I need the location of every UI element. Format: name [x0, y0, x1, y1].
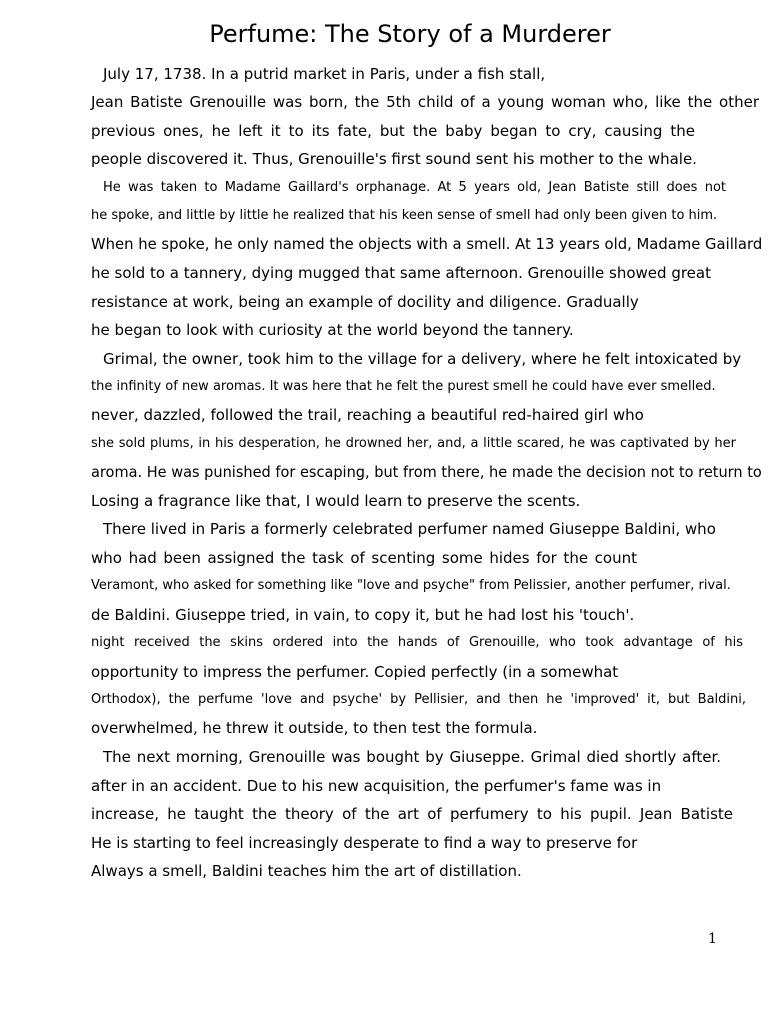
text-line: the infinity of new aromas. It was here that he felt the purest smell he could have ever smelled. [91, 379, 716, 394]
text-line: July 17, 1738. In a putrid market in Paris, under a fish stall, [103, 65, 546, 83]
text-line: after in an accident. Due to his new acquisition, the perfumer's fame was in [91, 777, 662, 795]
text-line: increase, he taught the theory of the art of perfumery to his pupil. Jean Batiste [91, 805, 733, 823]
text-line: Always a smell, Baldini teaches him the art of distillation. [91, 862, 522, 880]
text-line: He was taken to Madame Gaillard's orphanage. At 5 years old, Jean Batiste still does not [103, 180, 726, 195]
text-line: he began to look with curiosity at the world beyond the tannery. [91, 321, 574, 339]
text-line: night received the skins ordered into the hands of Grenouille, who took advantage of his [91, 635, 743, 650]
text-line: Veramont, who asked for something like "love and psyche" from Pelissier, another perfumer, rival. [91, 578, 731, 593]
text-line: aroma. He was punished for escaping, but from there, he made the decision not to return to [91, 463, 762, 481]
page-number: 1 [708, 931, 717, 947]
text-line: There lived in Paris a formerly celebrated perfumer named Giuseppe Baldini, who [103, 520, 716, 538]
text-line: Jean Batiste Grenouille was born, the 5th child of a young woman who, like the other [91, 93, 759, 111]
text-line: Losing a fragrance like that, I would learn to preserve the scents. [91, 492, 581, 510]
text-line: who had been assigned the task of scenting some hides for the count [91, 549, 637, 567]
text-line: overwhelmed, he threw it outside, to then test the formula. [91, 719, 538, 737]
text-line: resistance at work, being an example of docility and diligence. Gradually [91, 293, 639, 311]
document-title: Perfume: The Story of a Murderer [209, 20, 611, 48]
text-line: When he spoke, he only named the objects with a smell. At 13 years old, Madame Gaillard [91, 235, 763, 253]
text-line: he sold to a tannery, dying mugged that same afternoon. Grenouille showed great [91, 264, 711, 282]
text-line: she sold plums, in his desperation, he drowned her, and, a little scared, he was captivated by her [91, 436, 736, 451]
text-line: Grimal, the owner, took him to the village for a delivery, where he felt intoxicated by [103, 350, 742, 368]
text-line: people discovered it. Thus, Grenouille's first sound sent his mother to the whale. [91, 150, 697, 168]
text-line: previous ones, he left it to its fate, but the baby began to cry, causing the [91, 122, 695, 140]
text-line: Orthodox), the perfume 'love and psyche' by Pellisier, and then he 'improved' it, but Baldini, [91, 692, 746, 707]
text-line: The next morning, Grenouille was bought by Giuseppe. Grimal died shortly after. [103, 748, 721, 766]
text-line: he spoke, and little by little he realized that his keen sense of smell had only been given to him. [91, 208, 718, 223]
text-line: He is starting to feel increasingly desperate to find a way to preserve for [91, 834, 638, 852]
text-line: never, dazzled, followed the trail, reaching a beautiful red-haired girl who [91, 406, 644, 424]
text-line: opportunity to impress the perfumer. Copied perfectly (in a somewhat [91, 663, 619, 681]
text-line: de Baldini. Giuseppe tried, in vain, to copy it, but he had lost his 'touch'. [91, 606, 635, 624]
